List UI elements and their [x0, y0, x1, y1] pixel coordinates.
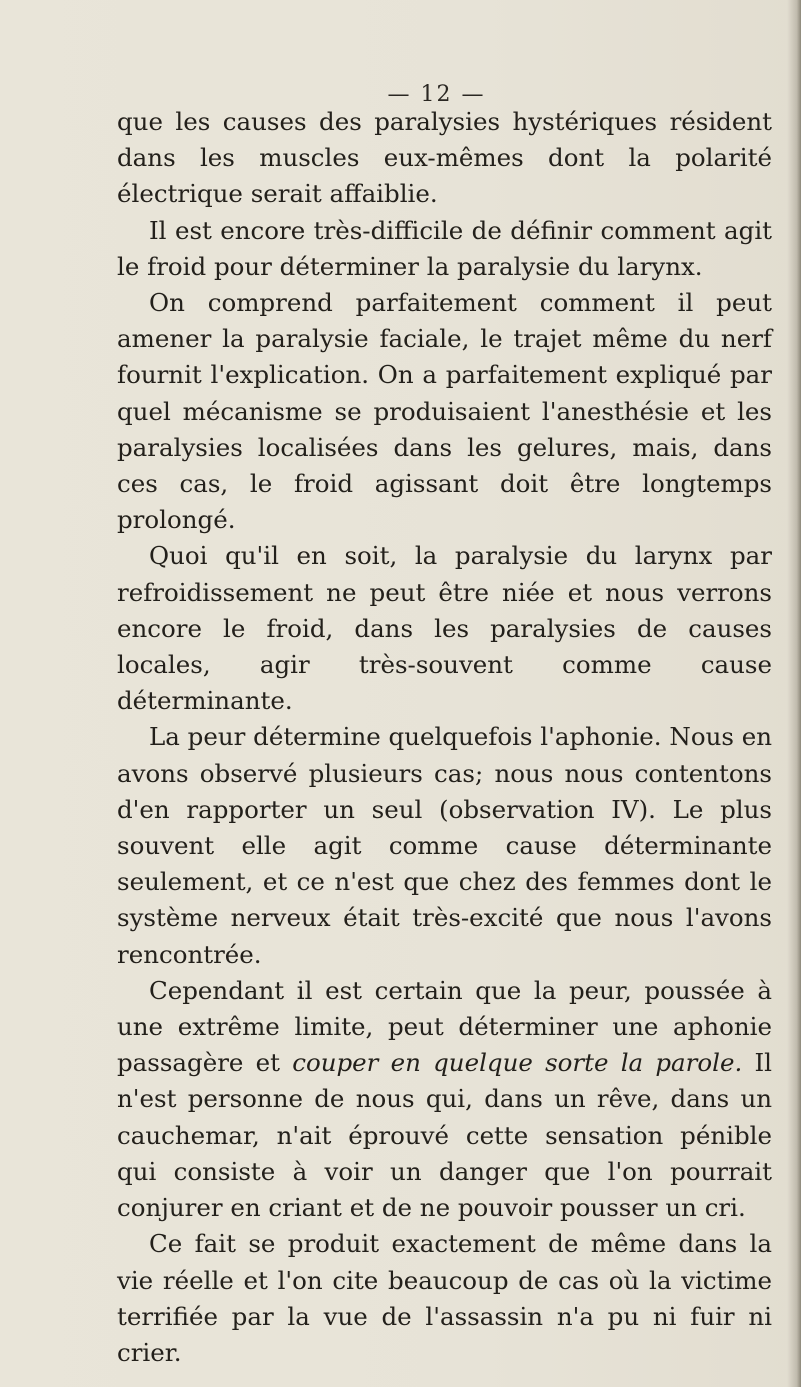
paragraph-6-start: Cependant il est certain que la peur, poussée à une extrême limite, peut déterminer une aphonie passagère et [117, 975, 772, 1078]
paragraph-6-end: Il n'est personne de nous qui, dans un rêve, dans un cauchemar, n'ait éprouvé cette sensation pénible qui consiste à voir un danger que l'on pourrait conjurer en criant et de ne pouvoir pousser un cri. [117, 1048, 772, 1223]
page-edge-shadow [787, 0, 801, 1387]
paragraph-6-italic: couper en quelque sorte la parole. [292, 1048, 743, 1078]
paragraph-7: Ce fait se produit exactement de même dans la vie réelle et l'on cite beaucoup de cas où la victime terrifiée par la vue de l'assassin n'a pu ni fuir ni crier. [117, 1229, 772, 1367]
paragraph-6 [117, 973, 772, 1226]
paragraph-4: Quoi qu'il en soit, la paralysie du larynx par refroidissement ne peut être niée et nous verrons encore le froid, dans les paralysies de causes locales, agir très-souvent comme cause déterminante. [117, 541, 772, 716]
page-number: — 12 — [387, 82, 486, 107]
paragraph-2: Il est encore très-difficile de définir comment agit le froid pour déterminer la paralysie du larynx. [117, 215, 772, 281]
paragraph-3: On comprend parfaitement comment il peut amener la paralysie faciale, le trajet même du nerf fournit l'explication. On a parfaitement expliqué par quel mécanisme se produisaient l'anesthésie et les paralysies localisées dans les gelures, mais, dans ces cas, le froid agissant doit être longtemps prolongé. [117, 288, 772, 535]
paragraph-1: que les causes des paralysies hystériques résident dans les muscles eux-mêmes dont la polarité électrique serait affaiblie. [117, 107, 772, 209]
paragraph-5: La peur détermine quelquefois l'aphonie. Nous en avons observé plusieurs cas; nous nous contentons d'en rapporter un seul (observation IV). Le plus souvent elle agit comme cause déterminante seulement, et ce n'est que chez des femmes dont le système nerveux était très-excité que nous l'avons rencontrée. [117, 722, 772, 969]
body-text [117, 104, 772, 1371]
